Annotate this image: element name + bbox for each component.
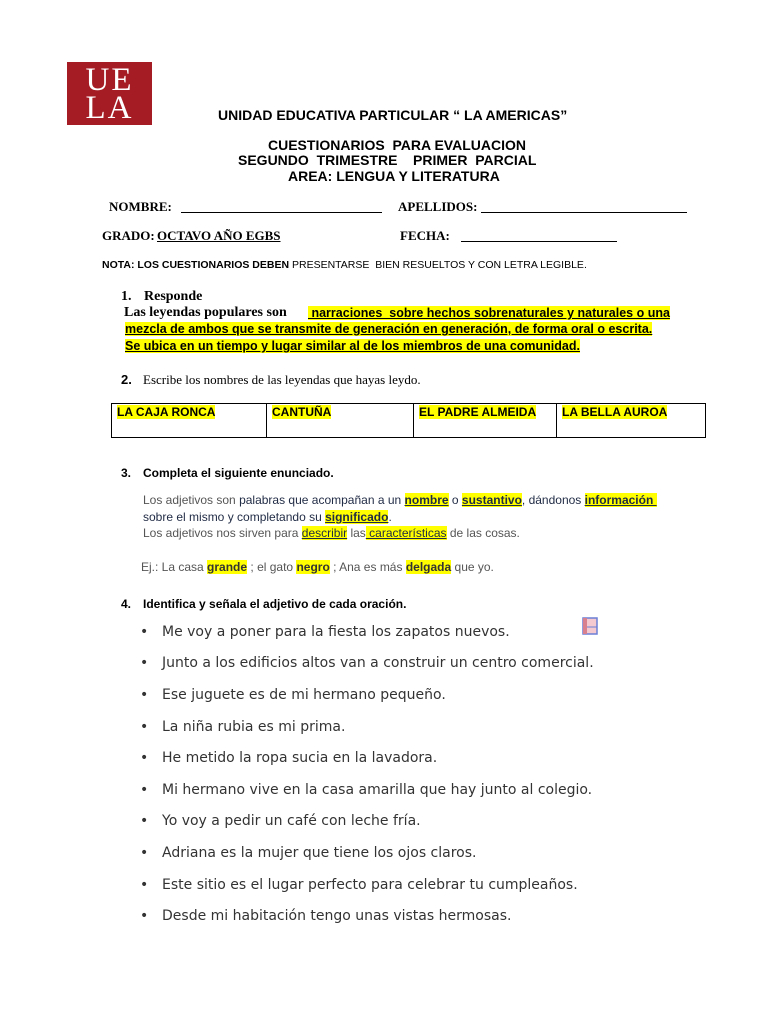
nota-rest: PRESENTARSE BIEN RESUELTOS Y CON LETRA LEGIBLE. (289, 259, 587, 271)
sentence-text: Este sitio es el lugar perfecto para celebrar tu cumpleaños. (162, 877, 578, 893)
text: . (388, 510, 392, 524)
text: sobre el mismo y completando su (143, 510, 326, 524)
list-item (140, 750, 437, 766)
header-line-3: AREA: LENGUA Y LITERATURA (288, 168, 500, 184)
text: de las cosas. (446, 526, 520, 540)
text: o (448, 493, 462, 507)
nota-bold: NOTA: LOS CUESTIONARIOS DEBEN (102, 259, 290, 271)
school-logo (67, 62, 152, 125)
answer-caracteristicas: características (365, 526, 447, 540)
logo-line-2: LA (85, 90, 134, 126)
answer-sustantivo: sustantivo (461, 493, 522, 507)
bullet: • (140, 687, 149, 703)
bullet: • (140, 719, 149, 735)
bullet: • (140, 877, 149, 893)
logo-line-1: UE (85, 62, 134, 98)
text: ; Ana es más (329, 560, 406, 574)
apellidos-label: APELLIDOS: (398, 199, 478, 214)
sentence-text: Desde mi habitación tengo unas vistas hermosas. (162, 908, 512, 924)
sentence-text: Yo voy a pedir un café con leche fría. (162, 813, 421, 829)
text: Ej.: La casa (141, 560, 208, 574)
sentence-text: Mi hermano vive en la casa amarilla que hay junto al colegio. (162, 782, 593, 798)
answer-describir: describir (301, 526, 348, 540)
legend-cell (112, 404, 267, 438)
legend-name: EL PADRE ALMEIDA (419, 405, 537, 419)
table-row (112, 404, 706, 438)
example-adjective: delgada (405, 560, 452, 574)
q3-sentence-3 (143, 526, 520, 540)
q3-sentence-2 (143, 510, 392, 524)
text: que yo. (451, 560, 494, 574)
list-item (140, 908, 511, 924)
answer-informacion: información (584, 493, 657, 507)
fecha-field[interactable] (461, 241, 617, 242)
header-line-1: CUESTIONARIOS PARA EVALUACION (268, 137, 526, 153)
sentence-text: He metido la ropa sucia en la lavadora. (162, 750, 438, 766)
q1-lead: Las leyendas populares son (124, 305, 287, 320)
q4-number: 4. (121, 597, 132, 611)
text: Los adjetivos nos sirven para (143, 526, 302, 540)
q3-title: Completa el siguiente enunciado. (143, 466, 334, 480)
text: palabras que acompañan a un (239, 493, 405, 507)
sentence-text: Adriana es la mujer que tiene los ojos claros. (162, 845, 477, 861)
grado-value: OCTAVO AÑO EGBS (157, 228, 281, 243)
legend-name: CANTUÑA (272, 405, 332, 419)
list-item (140, 687, 446, 703)
list-item (140, 782, 592, 798)
sentence-text: Ese juguete es de mi hermano pequeño. (162, 687, 446, 703)
school-name: UNIDAD EDUCATIVA PARTICULAR “ LA AMERICAS” (218, 107, 568, 123)
sentence-text: La niña rubia es mi prima. (162, 719, 346, 735)
bullet: • (140, 813, 149, 829)
q2-title: Escribe los nombres de las leyendas que hayas leydo. (143, 372, 421, 387)
q3-example (141, 560, 494, 574)
q2-number: 2. (121, 372, 132, 387)
list-item (140, 624, 510, 640)
text: las (347, 526, 366, 540)
nota (102, 259, 587, 271)
apellidos-field[interactable] (481, 212, 687, 213)
nombre-field[interactable] (181, 212, 382, 213)
answer-nombre: nombre (404, 493, 449, 507)
list-item (140, 719, 345, 735)
example-adjective: grande (207, 560, 248, 574)
list-item (140, 813, 421, 829)
fecha-label: FECHA: (400, 228, 450, 243)
bullet: • (140, 624, 149, 640)
q1-title: Responde (144, 289, 203, 304)
bullet: • (140, 655, 149, 671)
legend-cell (414, 404, 557, 438)
bullet: • (140, 750, 149, 766)
example-adjective: negro (296, 560, 330, 574)
list-item (140, 655, 594, 671)
legend-name: LA BELLA AUROA (562, 405, 668, 419)
q4-title: Identifica y señala el adjetivo de cada oración. (143, 597, 407, 611)
q1-answer-line-3: Se ubica en un tiempo y lugar similar al de los miembros de una comunidad. (125, 339, 580, 353)
text: ; el gato (247, 560, 297, 574)
header-line-2: SEGUNDO TRIMESTRE PRIMER PARCIAL (238, 152, 537, 168)
answer-significado: significado (325, 510, 389, 524)
bullet: • (140, 908, 149, 924)
nombre-label: NOMBRE: (109, 199, 172, 214)
legend-cell (267, 404, 414, 438)
q1-number: 1. (121, 289, 132, 304)
list-item (140, 877, 578, 893)
bullet: • (140, 782, 149, 798)
q1-answer-line-1: narraciones sobre hechos sobrenaturales y naturales o una (308, 306, 670, 320)
legend-name: LA CAJA RONCA (117, 405, 216, 419)
legends-table (111, 403, 706, 438)
grado-label: GRADO: (102, 228, 155, 243)
list-item (140, 845, 476, 861)
q3-sentence-1 (143, 493, 657, 507)
legend-cell (557, 404, 706, 438)
sentence-text: Junto a los edificios altos van a construir un centro comercial. (162, 655, 594, 671)
q1-answer-line-2: mezcla de ambos que se transmite de generación en generación, de forma oral o escrita. (125, 322, 653, 336)
sentence-text: Me voy a poner para la fiesta los zapatos nuevos. (162, 624, 510, 640)
text: Los adjetivos son (143, 493, 240, 507)
bullet: • (140, 845, 149, 861)
q3-number: 3. (121, 466, 132, 480)
text: , dándonos (521, 493, 585, 507)
book-icon (582, 617, 598, 635)
